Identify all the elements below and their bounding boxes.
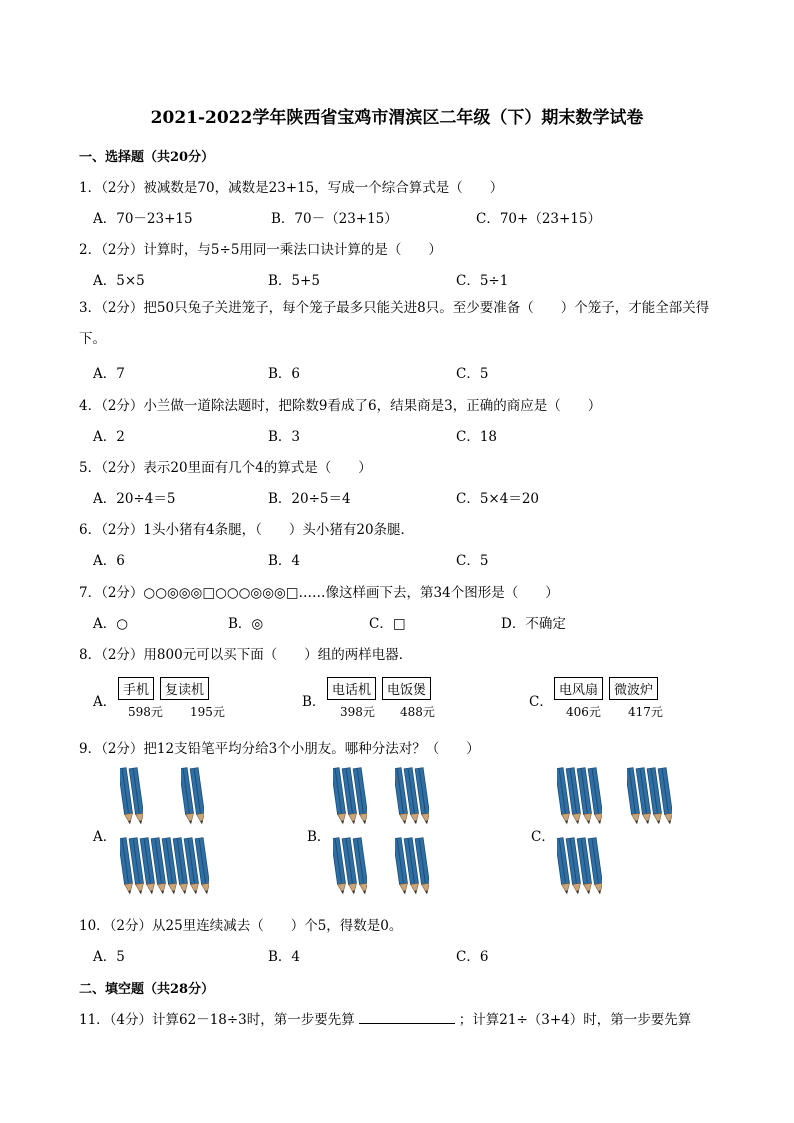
q8-a-item2: 复读机 (160, 677, 209, 700)
question-3: 3．（2分）把50只兔子关进笼子，每个笼子最多只能关进8只。至少要准备（ ）个笼子，才能全部关得下。 (79, 300, 710, 347)
q3-option-b[interactable]: B．6 (268, 366, 301, 382)
q6-option-b[interactable]: B．4 (268, 553, 301, 569)
q4-option-c[interactable]: C．18 (456, 429, 498, 445)
q8-b-price2: 488元 (400, 705, 435, 719)
q8-a-price2: 195元 (190, 705, 225, 719)
pencil-svg (395, 836, 429, 896)
q5-option-b[interactable]: B．20÷5＝4 (268, 491, 351, 507)
q7-option-b[interactable]: B．◎ (228, 616, 264, 632)
q8-a-price1: 598元 (128, 705, 163, 719)
q2-option-c[interactable]: C．5÷1 (456, 273, 509, 289)
q5-option-a[interactable]: A．20÷4＝5 (93, 491, 176, 507)
q8-c-price1: 406元 (566, 705, 601, 719)
q8-a-item1: 手机 (118, 677, 154, 700)
question-9: 9．（2分）把12支铅笔平均分给3个小朋友。哪种分法对？（ ） (79, 741, 480, 757)
question-4: 4．（2分）小兰做一道除法题时，把除数9看成了6，结果商是3，正确的商应是（ ） (79, 398, 602, 414)
q9-c-pencils-1 (557, 766, 602, 826)
q8-c-item1: 电风扇 (554, 677, 603, 700)
question-6: 6．（2分）1头小猪有4条腿，（ ）头小猪有20条腿． (79, 522, 415, 538)
q11-text-before: 11．（4分）计算62－18÷3时，第一步要先算 (79, 1012, 355, 1028)
pencil-svg (120, 766, 143, 826)
q9-a-pencils-3 (120, 836, 209, 896)
q6-option-a[interactable]: A．6 (93, 553, 125, 569)
question-7: 7．（2分）○○◎◎◎□○○○◎◎◎□……像这样画下去，第34个图形是（ ） (79, 585, 559, 601)
question-10: 10．（2分）从25里连续减去（ ）个5，得数是0。 (79, 918, 403, 934)
q9-option-b-label[interactable]: B． (307, 829, 331, 845)
q8-b-item1: 电话机 (327, 677, 376, 700)
q9-b-pencils-2 (395, 766, 429, 826)
question-8: 8．（2分）用800元可以买下面（ ）组的两样电器． (79, 647, 413, 663)
section-choice: 一、选择题（共20分） (79, 150, 215, 165)
q10-option-b[interactable]: B．4 (268, 949, 301, 965)
q9-b-pencils-3 (333, 836, 367, 896)
q8-option-c-items (554, 677, 664, 700)
pencil-svg (395, 766, 429, 826)
q8-option-a-label[interactable]: A． (93, 694, 117, 710)
pencil-svg (120, 836, 209, 896)
q9-b-pencils-4 (395, 836, 429, 896)
question-2: 2．（2分）计算时，与5÷5用同一乘法口诀计算的是（ ） (79, 242, 442, 258)
q11-text-after: ；计算21÷（3+4）时，第一步要先算 (458, 1012, 692, 1028)
q8-b-price1: 398元 (340, 705, 375, 719)
pencil-svg (333, 766, 367, 826)
q4-option-a[interactable]: A．2 (93, 429, 125, 445)
q3-option-a[interactable]: A．7 (93, 366, 125, 382)
pencil-svg (181, 766, 204, 826)
pencil-svg (333, 836, 367, 896)
pencil-svg (557, 766, 602, 826)
q5-option-c[interactable]: C．5×4＝20 (456, 491, 539, 507)
question-5: 5．（2分）表示20里面有几个4的算式是（ ） (79, 460, 372, 476)
question-11 (79, 1008, 691, 1028)
q7-option-d[interactable]: D．不确定 (501, 616, 566, 632)
q8-c-item2: 微波炉 (609, 677, 658, 700)
q8-c-price2: 417元 (628, 705, 663, 719)
q4-option-b[interactable]: B．3 (268, 429, 301, 445)
q1-option-b[interactable]: B．70－（23+15） (271, 211, 398, 227)
q9-c-pencils-2 (627, 766, 672, 826)
q1-option-a[interactable]: A．70－23+15 (93, 211, 193, 227)
q1-option-c[interactable]: C．70+（23+15） (476, 211, 601, 227)
q2-option-b[interactable]: B．5+5 (268, 273, 320, 289)
q10-option-a[interactable]: A．5 (93, 949, 125, 965)
pencil-svg (627, 766, 672, 826)
q2-option-a[interactable]: A．5×5 (93, 273, 145, 289)
q9-option-a-label[interactable]: A． (93, 829, 117, 845)
pencil-svg (557, 836, 602, 896)
q10-option-c[interactable]: C．6 (456, 949, 489, 965)
q8-option-a-items (118, 677, 215, 700)
q3-option-c[interactable]: C．5 (456, 366, 489, 382)
page-title: 2021-2022学年陕西省宝鸡市渭滨区二年级（下）期末数学试卷 (150, 108, 644, 128)
q8-b-item2: 电饭煲 (382, 677, 431, 700)
q8-option-b-items (327, 677, 437, 700)
q9-a-pencils-1 (120, 766, 143, 826)
q9-option-c-label[interactable]: C． (531, 829, 555, 845)
section-fill: 二、填空题（共28分） (79, 982, 215, 997)
q8-option-b-label[interactable]: B． (302, 694, 326, 710)
question-1: 1．（2分）被减数是70，减数是23+15，写成一个综合算式是（ ） (79, 180, 504, 196)
q9-a-pencils-2 (181, 766, 204, 826)
q11-answer-blank[interactable] (359, 1009, 455, 1024)
q8-option-c-label[interactable]: C． (529, 694, 553, 710)
q6-option-c[interactable]: C．5 (456, 553, 489, 569)
q9-c-pencils-3 (557, 836, 602, 896)
q7-option-a[interactable]: A．○ (93, 616, 129, 632)
q9-b-pencils-1 (333, 766, 367, 826)
q7-option-c[interactable]: C．□ (369, 616, 406, 632)
